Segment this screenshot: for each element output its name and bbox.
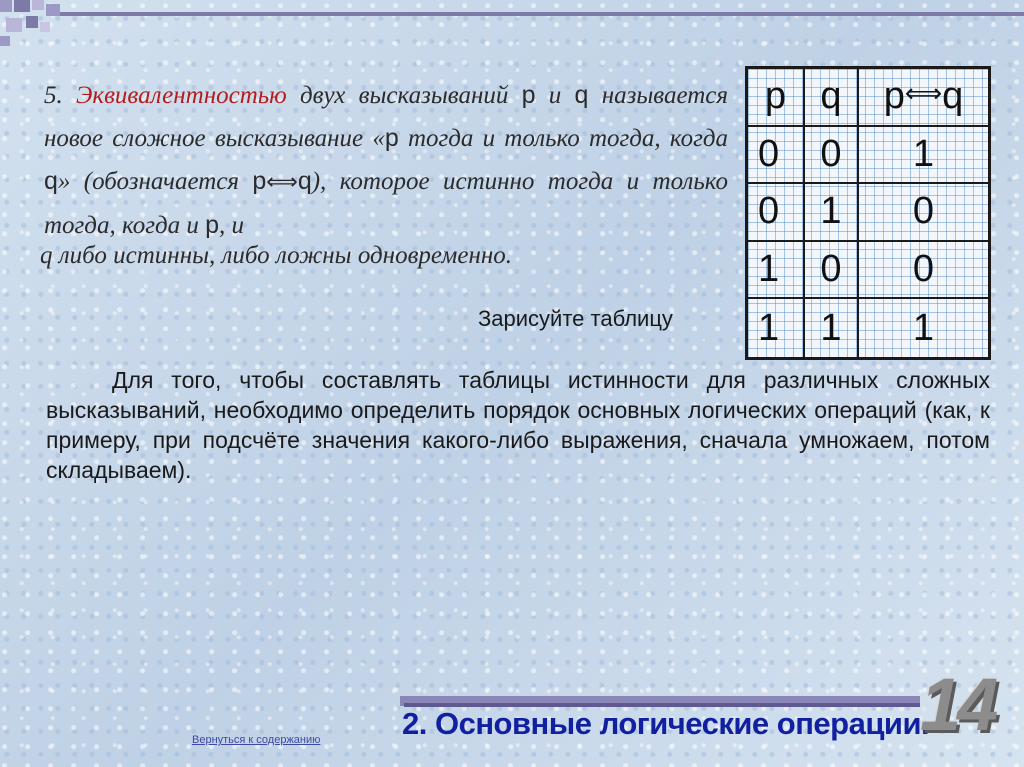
def-text: двух высказываний (286, 82, 522, 109)
draw-table-instruction: Зарисуйте таблицу (478, 306, 673, 331)
def-text: либо истинны, либо ложны одновременно. (52, 242, 512, 269)
table-header-cell (859, 69, 988, 127)
table-cell: 0 (859, 184, 988, 242)
decor-square (32, 0, 44, 10)
def-text: и (535, 82, 575, 109)
var-p: p (252, 167, 267, 195)
decor-square (40, 22, 50, 32)
decor-square (6, 18, 22, 32)
header-decoration (0, 0, 1024, 60)
item-number: 5. (44, 82, 63, 109)
equivalence-icon: ⟺ (266, 170, 298, 195)
section-title: 2. Основные логические операции. (402, 706, 930, 741)
header-q: q (942, 75, 964, 118)
decor-square (46, 4, 60, 16)
var-q: q (44, 167, 58, 195)
var-p: p (384, 124, 399, 152)
decor-square (0, 36, 10, 46)
header-p: p (883, 75, 905, 118)
decor-square (0, 0, 12, 12)
table-cell: 1 (912, 306, 935, 349)
table-cell: 1 (805, 184, 859, 242)
def-text: называется новое сложное высказывание « (44, 82, 729, 152)
var-q: q (40, 242, 53, 269)
var-p: p (521, 81, 536, 109)
header-rule (60, 12, 1024, 16)
def-text: тогда и только тогда, когда (398, 125, 728, 152)
table-cell: 1 (805, 299, 859, 357)
table-cell: 1 (859, 127, 988, 185)
equivalence-definition (44, 74, 728, 247)
table-cell: 0 (748, 127, 805, 185)
var-p: p (205, 211, 220, 239)
var-q: q (574, 81, 589, 109)
def-text: ), которое истинно тогда и только тогда, когда и (44, 168, 728, 239)
decor-square (26, 16, 38, 28)
def-text: » (обозначается (57, 168, 253, 195)
operations-order-paragraph: Для того, чтобы составлять таблицы истинности для различных сложных высказываний, необходимо определить порядок основных логических операций (как, к примеру, при подсчёте значения какого-либо выражения, сначала умножаем, потом складываем). (46, 367, 990, 483)
table-header-cell: q (805, 69, 859, 127)
definition-last-line (40, 242, 730, 270)
table-header-cell: p (748, 69, 805, 127)
decor-square (14, 0, 30, 12)
table-cell: 0 (805, 242, 859, 300)
page-number: 14 (920, 663, 995, 746)
table-cell: 0 (748, 184, 805, 242)
back-to-contents-link[interactable]: Вернуться к содержанию (192, 734, 321, 746)
table-cell: 0 (859, 242, 988, 300)
term-highlight: Эквивалентностью (76, 82, 287, 109)
table-cell: 0 (805, 127, 859, 185)
table-cell: 1 (748, 242, 805, 300)
def-text: , и (219, 212, 245, 239)
var-q: q (297, 167, 312, 195)
truth-table (745, 66, 991, 360)
table-cell: 1 (748, 299, 805, 357)
equivalence-icon: ⟺ (904, 78, 943, 109)
